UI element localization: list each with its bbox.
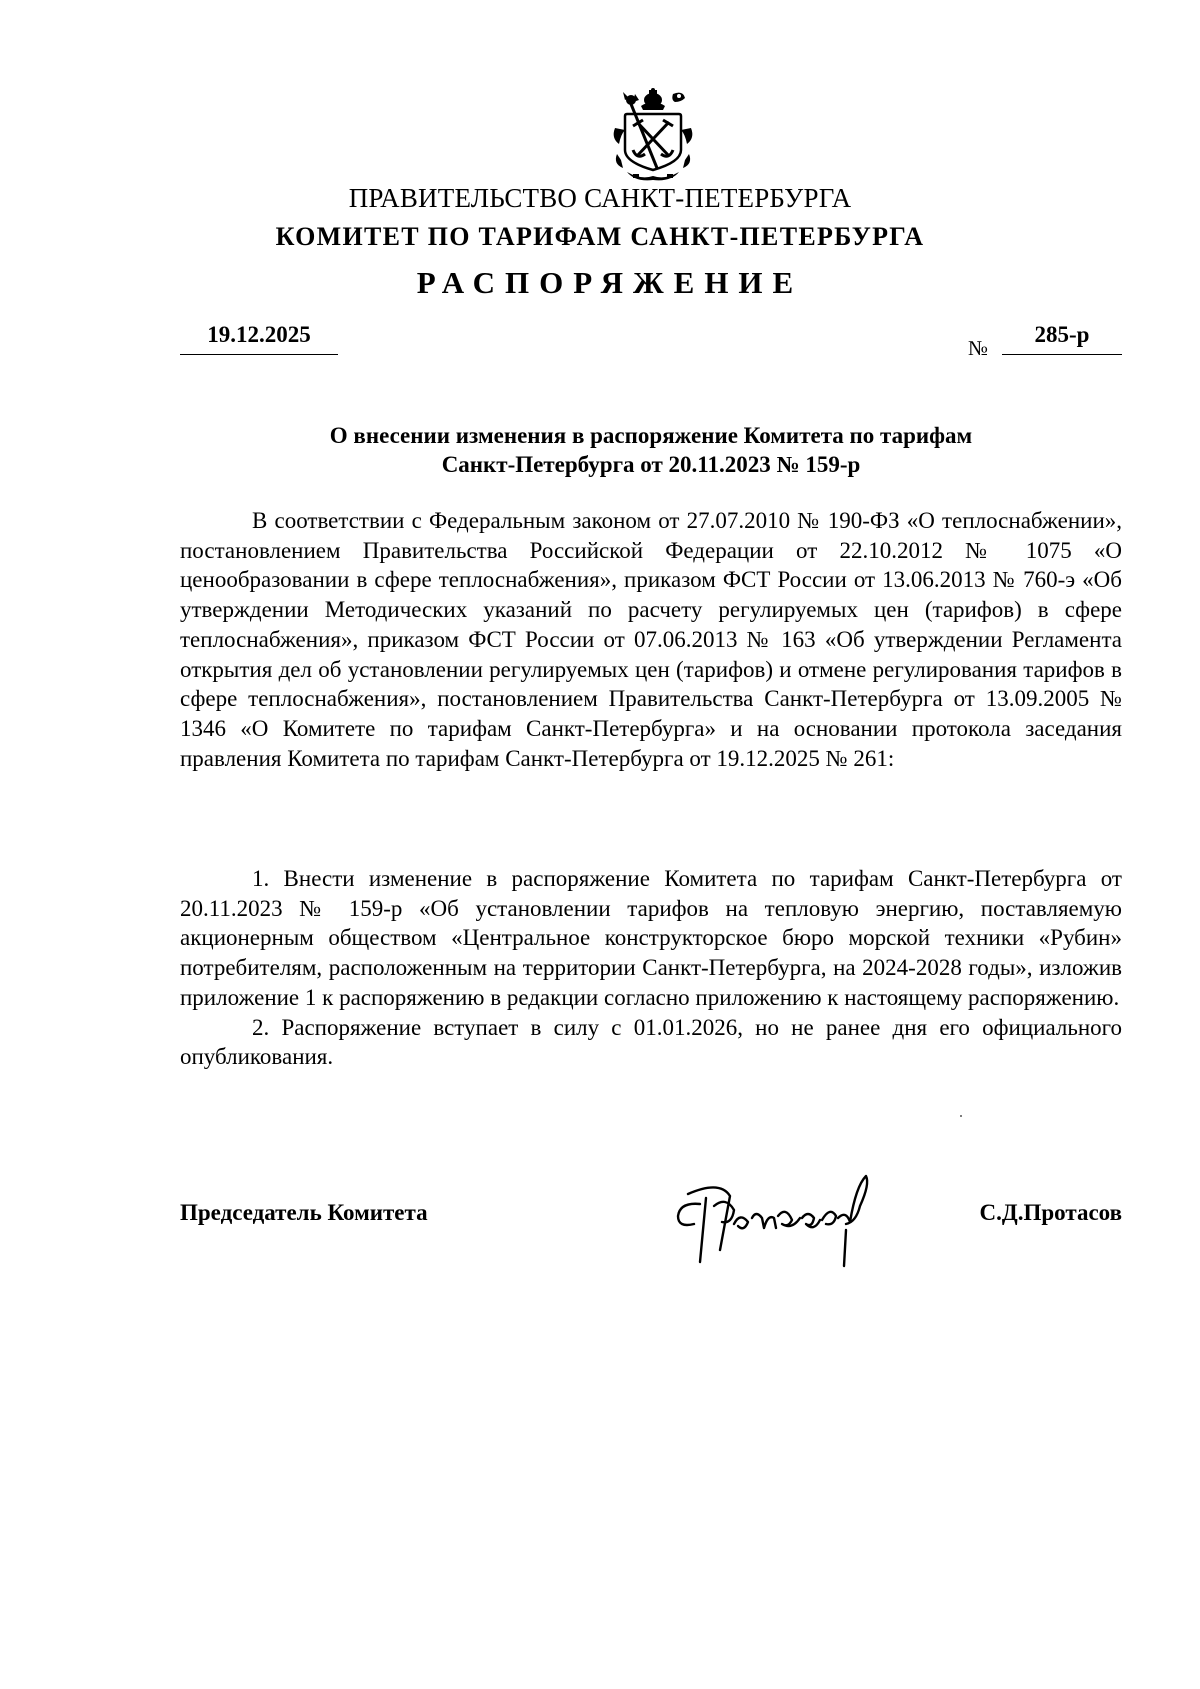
- scan-speck: [960, 1115, 962, 1117]
- order-item-1: 1. Внести изменение в распоряжение Комитета по тарифам Санкт-Петербурга от 20.11.2023 № 159-р «Об установлении тарифов на тепловую энергию, поставляемую акционерным обществом «Центральное конструкторское бюро морской техники «Рубин» потребителям, расположенным на территории Санкт-Петербурга, на 2024-2028 годы», изложив приложение 1 к распоряжению в редакции согласно приложению к настоящему распоряжению.: [180, 866, 1122, 1010]
- coat-of-arms-icon: [611, 88, 695, 182]
- preamble: [180, 506, 1122, 773]
- title-line-2: Санкт-Петербурга от 20.11.2023 № 159-р: [441, 452, 861, 477]
- document-number: 285-р: [1002, 322, 1122, 355]
- document-date: 19.12.2025: [180, 322, 338, 355]
- signatory-position: Председатель Комитета: [180, 1200, 428, 1225]
- signatory-name: С.Д.Протасов: [979, 1200, 1122, 1225]
- handwritten-signature: [660, 1166, 920, 1276]
- document-title: [180, 421, 1122, 479]
- title-line-1: О внесении изменения в распоряжение Комитета по тарифам: [329, 423, 973, 448]
- government-heading: ПРАВИТЕЛЬСТВО САНКТ-ПЕТЕРБУРГА: [348, 183, 852, 213]
- order-items: [180, 864, 1122, 1072]
- document-type-heading: РАСПОРЯЖЕНИЕ: [416, 265, 804, 300]
- order-item-2: 2. Распоряжение вступает в силу с 01.01.2026, но не ранее дня его официального опубликования.: [180, 1014, 1122, 1070]
- preamble-paragraph: В соответствии с Федеральным законом от 27.07.2010 № 190-ФЗ «О теплоснабжении», постановлением Правительства Российской Федерации от 22.10.2012 № 1075 «О ценообразовании в сфере теплоснабжения», приказом ФСТ России от 13.06.2013 № 760-э «Об утверждении Методических указаний по расчету регулируемых цен (тарифов) в сфере теплоснабжения», приказом ФСТ России от 07.06.2013 № 163 «Об утверждении Регламента открытия дел об установлении регулируемых цен (тарифов) и отмене регулирования тарифов в сфере теплоснабжения», постановлением Правительства Санкт-Петербурга от 13.09.2005 № 1346 «О Комитете по тарифам Санкт-Петербурга» и на основании протокола заседания правления Комитета по тарифам Санкт-Петербурга от 19.12.2025 № 261:: [180, 508, 1122, 771]
- committee-heading: КОМИТЕТ ПО ТАРИФАМ САНКТ-ПЕТЕРБУРГА: [275, 222, 925, 251]
- signature-block: [180, 1188, 1122, 1278]
- number-label: №: [968, 336, 989, 360]
